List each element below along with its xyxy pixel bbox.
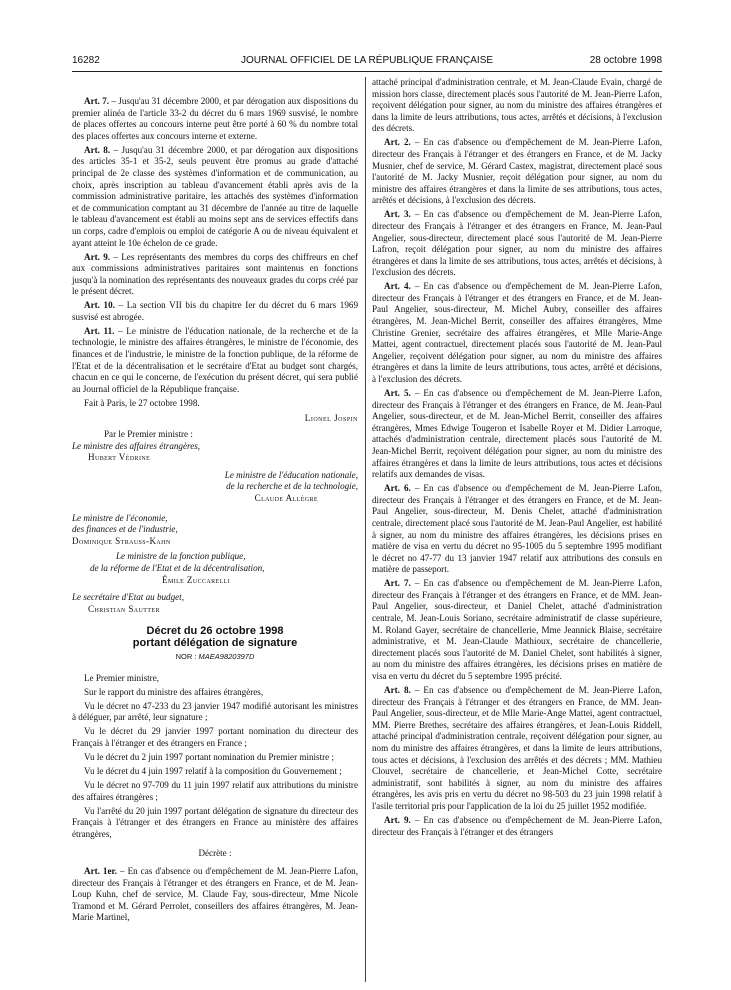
article: Art. 8. – En cas d'absence ou d'empêchement de M. Jean-Pierre Lafon, directeur des Français à l'étranger et des étrangers en France, de MM. Jean-Paul Angelier, sous-directeur, et de Mlle Marie-Ange Mattei, agent contractuel, MM. Pierre Brethes, secrétaire des affaires étrangères, et Jean-Louis Riddell, attaché principal d'administration centrale, reçoivent délégation pour signer, au nom du ministre des affaires étrangères, et dans la limite de leurs attributions, tous actes et décisions, à l'exclusion des arrêtés et des décrets ; MM. Mathieu Clouvel, secrétaire de chancellerie, et Jean-Michel Cotte, secrétaire administratif, sont habilités à signer, au nom du ministre des affaires étrangères, les avis pris en vertu du décret no 98-503 du 23 juin 1998 relatif à l'asile territorial pris pour l'application de la loi du 25 juillet 1952 modifiée. bbox=[372, 685, 663, 811]
preamble-line: Vu le décret du 2 juin 1997 portant nomination du Premier ministre ; bbox=[84, 752, 334, 763]
article: Art. 11. – Le ministre de l'éducation nationale, de la recherche et de la technologie, le ministre des affaires étrangères, le ministre de l'économie, des finances et de l'industrie, le ministre de la fonction publique, de la réforme de l'Etat et de la décentralisation et le secrétaire d'Etat au budget sont chargés, chacun en ce qui le concerne, de l'exécution du présent décret, qui sera publié au Journal officiel de la République française. bbox=[72, 325, 359, 394]
preamble-line: Vu le décret du 4 juin 1997 relatif à la composition du Gouvernement ; bbox=[84, 766, 342, 776]
publication-date: 28 octobre 1998 bbox=[589, 55, 662, 66]
article: Art. 9. – En cas d'absence ou d'empêchement de M. Jean-Pierre Lafon, directeur des Français à l'étranger et des étrangers bbox=[372, 814, 663, 837]
article: Art. 2. – En cas d'absence ou d'empêchement de M. Jean-Pierre Lafon, directeur des Français à l'étranger et des étrangers en France, et de M. Jacky Musnier, chef de service, M. Gérard Castex, magistrat, directement placé sous l'autorité de M. Jacky Musnier, reçoit délégation pour signer, au nom du ministre des affaires étrangères et dans la limite de ses attributions, tous actes, arrêtés et décisions, à l'exclusion des décrets. bbox=[372, 137, 663, 206]
column-divider bbox=[365, 77, 366, 982]
signature-title: Le secrétaire d'Etat au budget, bbox=[72, 592, 184, 603]
preamble-line: Vu le décret du 29 janvier 1997 portant nomination du directeur des Français à l'étranger et des étrangers en France ; bbox=[72, 726, 358, 749]
signature-name: Claude Allègre bbox=[254, 492, 318, 503]
article: Art. 8. – Jusqu'au 31 décembre 2000, et par dérogation aux dispositions des articles 35-1 et 35-2, seuls peuvent être promus au grade d'attaché principal de 2e classe des systèmes d'information et de communication, au choix, après inscription au tableau d'avancement établi après avis de la commission administrative paritaire, les attachés des systèmes d'information et de communication comptant au 31 décembre de l'année au titre de laquelle le tableau d'avancement est établi au moins sept ans de services effectifs dans un corps, cadre d'emplois ou emploi de catégorie A ou de niveau équivalent et ayant atteint le 10e échelon de ce grade. bbox=[72, 144, 358, 248]
preamble-line: Sur le rapport du ministre des affaires étrangères, bbox=[84, 686, 264, 697]
signature-name: Christian Sautter bbox=[88, 603, 160, 614]
page-header bbox=[72, 55, 662, 69]
article: Art. 1er. – En cas d'absence ou d'empêchement de M. Jean-Pierre Lafon, directeur des Français à l'étranger et des étrangers en France, et de M. Jean-Loup Kuhn, chef de service, M. Claude Fay, sous-directeur, Mme Nicole Tramond et M. Gérard Perrolet, conseillers des affaires étrangères, M. Jean-Marie Martinel, bbox=[72, 865, 358, 923]
signature-name: Dominique Strauss-Kahn bbox=[72, 535, 171, 546]
signatory-main: Lionel Jospin bbox=[304, 413, 358, 424]
article: Art. 4. – En cas d'absence ou d'empêchement de M. Jean-Pierre Lafon, directeur des Français à l'étranger et des étrangers en France, et de M. Jean-Paul Angelier, sous-directeur, M. Michel Aubry, conseiller des affaires étrangères, M. Jean-Michel Berrit, conseiller des affaires étrangères, Mme Christine Grenier, secrétaire des affaires étrangères, et Mlle Marie-Ange Mattei, agent contractuel, directement placés sous l'autorité de M. Jean-Paul Angelier, reçoivent délégation pour signer, au nom du ministre des affaires étrangères et dans la limite de leurs attributions, tous actes, arrêté et décisions, à l'exclusion des décrets. bbox=[372, 281, 663, 385]
preamble-line: Le Premier ministre, bbox=[84, 672, 160, 683]
page-number: 16282 bbox=[72, 55, 100, 66]
place-date: Fait à Paris, le 27 octobre 1998. bbox=[84, 397, 200, 408]
article: Art. 7. – Jusqu'au 31 décembre 2000, et par dérogation aux dispositions du premier alinéa de l'article 33-2 du décret du 6 mars 1969 susvisé, le nombre de places offertes au concours interne peut être porté à 60 % du nombre total des places offertes aux concours interne et externe. bbox=[72, 96, 358, 141]
preamble-line: Vu l'arrêté du 20 juin 1997 portant délégation de signature du directeur des Français à l'étranger et des étrangers en France au ministère des affaires étrangères, bbox=[72, 805, 358, 839]
signature-title: Le ministre des affaires étrangères, bbox=[72, 440, 201, 451]
decree-title: Décret du 26 octobre 1998 portant délégation de signature bbox=[132, 625, 298, 650]
signature-name: Hubert Védrine bbox=[88, 452, 151, 463]
signature-title: de la recherche et de la technologie, bbox=[226, 481, 358, 492]
signature-title: Le ministre de la fonction publique, bbox=[116, 551, 246, 562]
right-column bbox=[372, 77, 662, 841]
header-rule bbox=[72, 71, 662, 72]
decrete-heading: Décrète : bbox=[198, 848, 232, 859]
article-continuation: attaché principal d'administration centrale, et M. Jean-Claude Evain, chargé de mission hors classe, directement placés sous l'autorité de M. Jean-Pierre Lafon, reçoivent délégation pour signer, au nom du ministre des affaires étrangères et dans la limite de leurs attributions, tous actes, arrêtés et décisions, à l'exclusion des décrets. bbox=[372, 77, 662, 134]
article: Art. 10. – La section VII bis du chapitre Ier du décret du 6 mars 1969 susvisé est abrogée. bbox=[72, 300, 358, 322]
article: Art. 7. – En cas d'absence ou d'empêchement de M. Jean-Pierre Lafon, directeur des Français à l'étranger et des étrangers en France, et de MM. Jean-Paul Angelier, sous-directeur, et Daniel Chelet, attaché d'administration centrale, M. Jean-Louis Soriano, secrétaire administratif de classe supérieure, M. Roland Gayer, secrétaire de chancellerie, Mme Jeannick Blaise, secrétaire administrative, et M. Jean-Claude Mathioux, secrétaire de chancellerie, directement placés sous l'autorité de M. Daniel Chelet, sont habilités à signer, au nom du ministre des affaires étrangères, les décisions prises en matière de visa en vertu du décret du 5 septembre 1995 précité. bbox=[372, 578, 663, 682]
signature-title: Le ministre de l'éducation nationale, bbox=[224, 469, 358, 480]
nor-reference: NOR : MAEA9820397D bbox=[175, 652, 255, 662]
par-le: Par le Premier ministre : bbox=[104, 428, 193, 439]
preamble-line: Vu le décret no 47-233 du 23 janvier 1947 modifié autorisant les ministres à déléguer, par arrêté, leur signature ; bbox=[72, 700, 358, 723]
signature-name: Émile Zuccarelli bbox=[162, 574, 231, 585]
preamble-line: Vu le décret no 97-709 du 11 juin 1997 relatif aux attributions du ministre des affaires étrangères ; bbox=[72, 779, 358, 802]
article: Art. 5. – En cas d'absence ou d'empêchement de M. Jean-Pierre Lafon, directeur des Français à l'étranger et des étrangers en France, de M. Jean-Paul Angelier, sous-directeur, et de M. Jean-Michel Berrit, conseiller des affaires étrangères, Mmes Edwige Tougeron et Isabelle Royer et M. Didier Larroque, attachés d'administration centrale, directement placés sous l'autorité de M. Jean-Michel Berrit, reçoivent délégation pour signer, au nom du ministre des affaires étrangères et dans la limite de leurs attributions, tous actes et décisions relatifs aux demandes de visas. bbox=[372, 388, 663, 480]
article: Art. 6. – En cas d'absence ou d'empêchement de M. Jean-Pierre Lafon, directeur des Français à l'étranger et des étrangers en France, et de M. Jean-Paul Angelier, sous-directeur, M. Denis Chelet, attaché d'administration centrale, directement placé sous l'autorité de M. Jean-Paul Angelier, est habilité à signer, au nom du ministre des affaires étrangères, les décisions prises en matière de visa en vertu du décret no 95-1005 du 5 septembre 1995 modifiant le décret no 47-77 du 13 janvier 1947 relatif aux attributions des consuls en matière de passeport. bbox=[372, 483, 663, 575]
signature-title: Le ministre de l'économie, bbox=[72, 512, 168, 523]
article: Art. 9. – Les représentants des membres du corps des chiffreurs en chef aux commissions administratives paritaires sont maintenus en fonctions jusqu'à la nomination des représentants des nouveaux grades du corps créé par le présent décret. bbox=[72, 251, 358, 297]
signature-title: des finances et de l'industrie, bbox=[72, 524, 178, 535]
signature-title: de la réforme de l'Etat et de la décentralisation, bbox=[90, 562, 265, 573]
left-column bbox=[72, 96, 358, 926]
journal-title: JOURNAL OFFICIEL DE LA RÉPUBLIQUE FRANÇAISE bbox=[240, 55, 494, 66]
article: Art. 3. – En cas d'absence ou d'empêchement de M. Jean-Pierre Lafon, directeur des Français à l'étranger et des étrangers en France, M. Jean-Paul Angelier, sous-directeur, directement placé sous l'autorité de M. Jean-Pierre Lafron, reçoit délégation pour signer, au nom du ministre des affaires étrangères et dans la limite de ses attributions, tous actes, arrêtés et décisions, à l'exclusion des décrets. bbox=[372, 209, 663, 278]
